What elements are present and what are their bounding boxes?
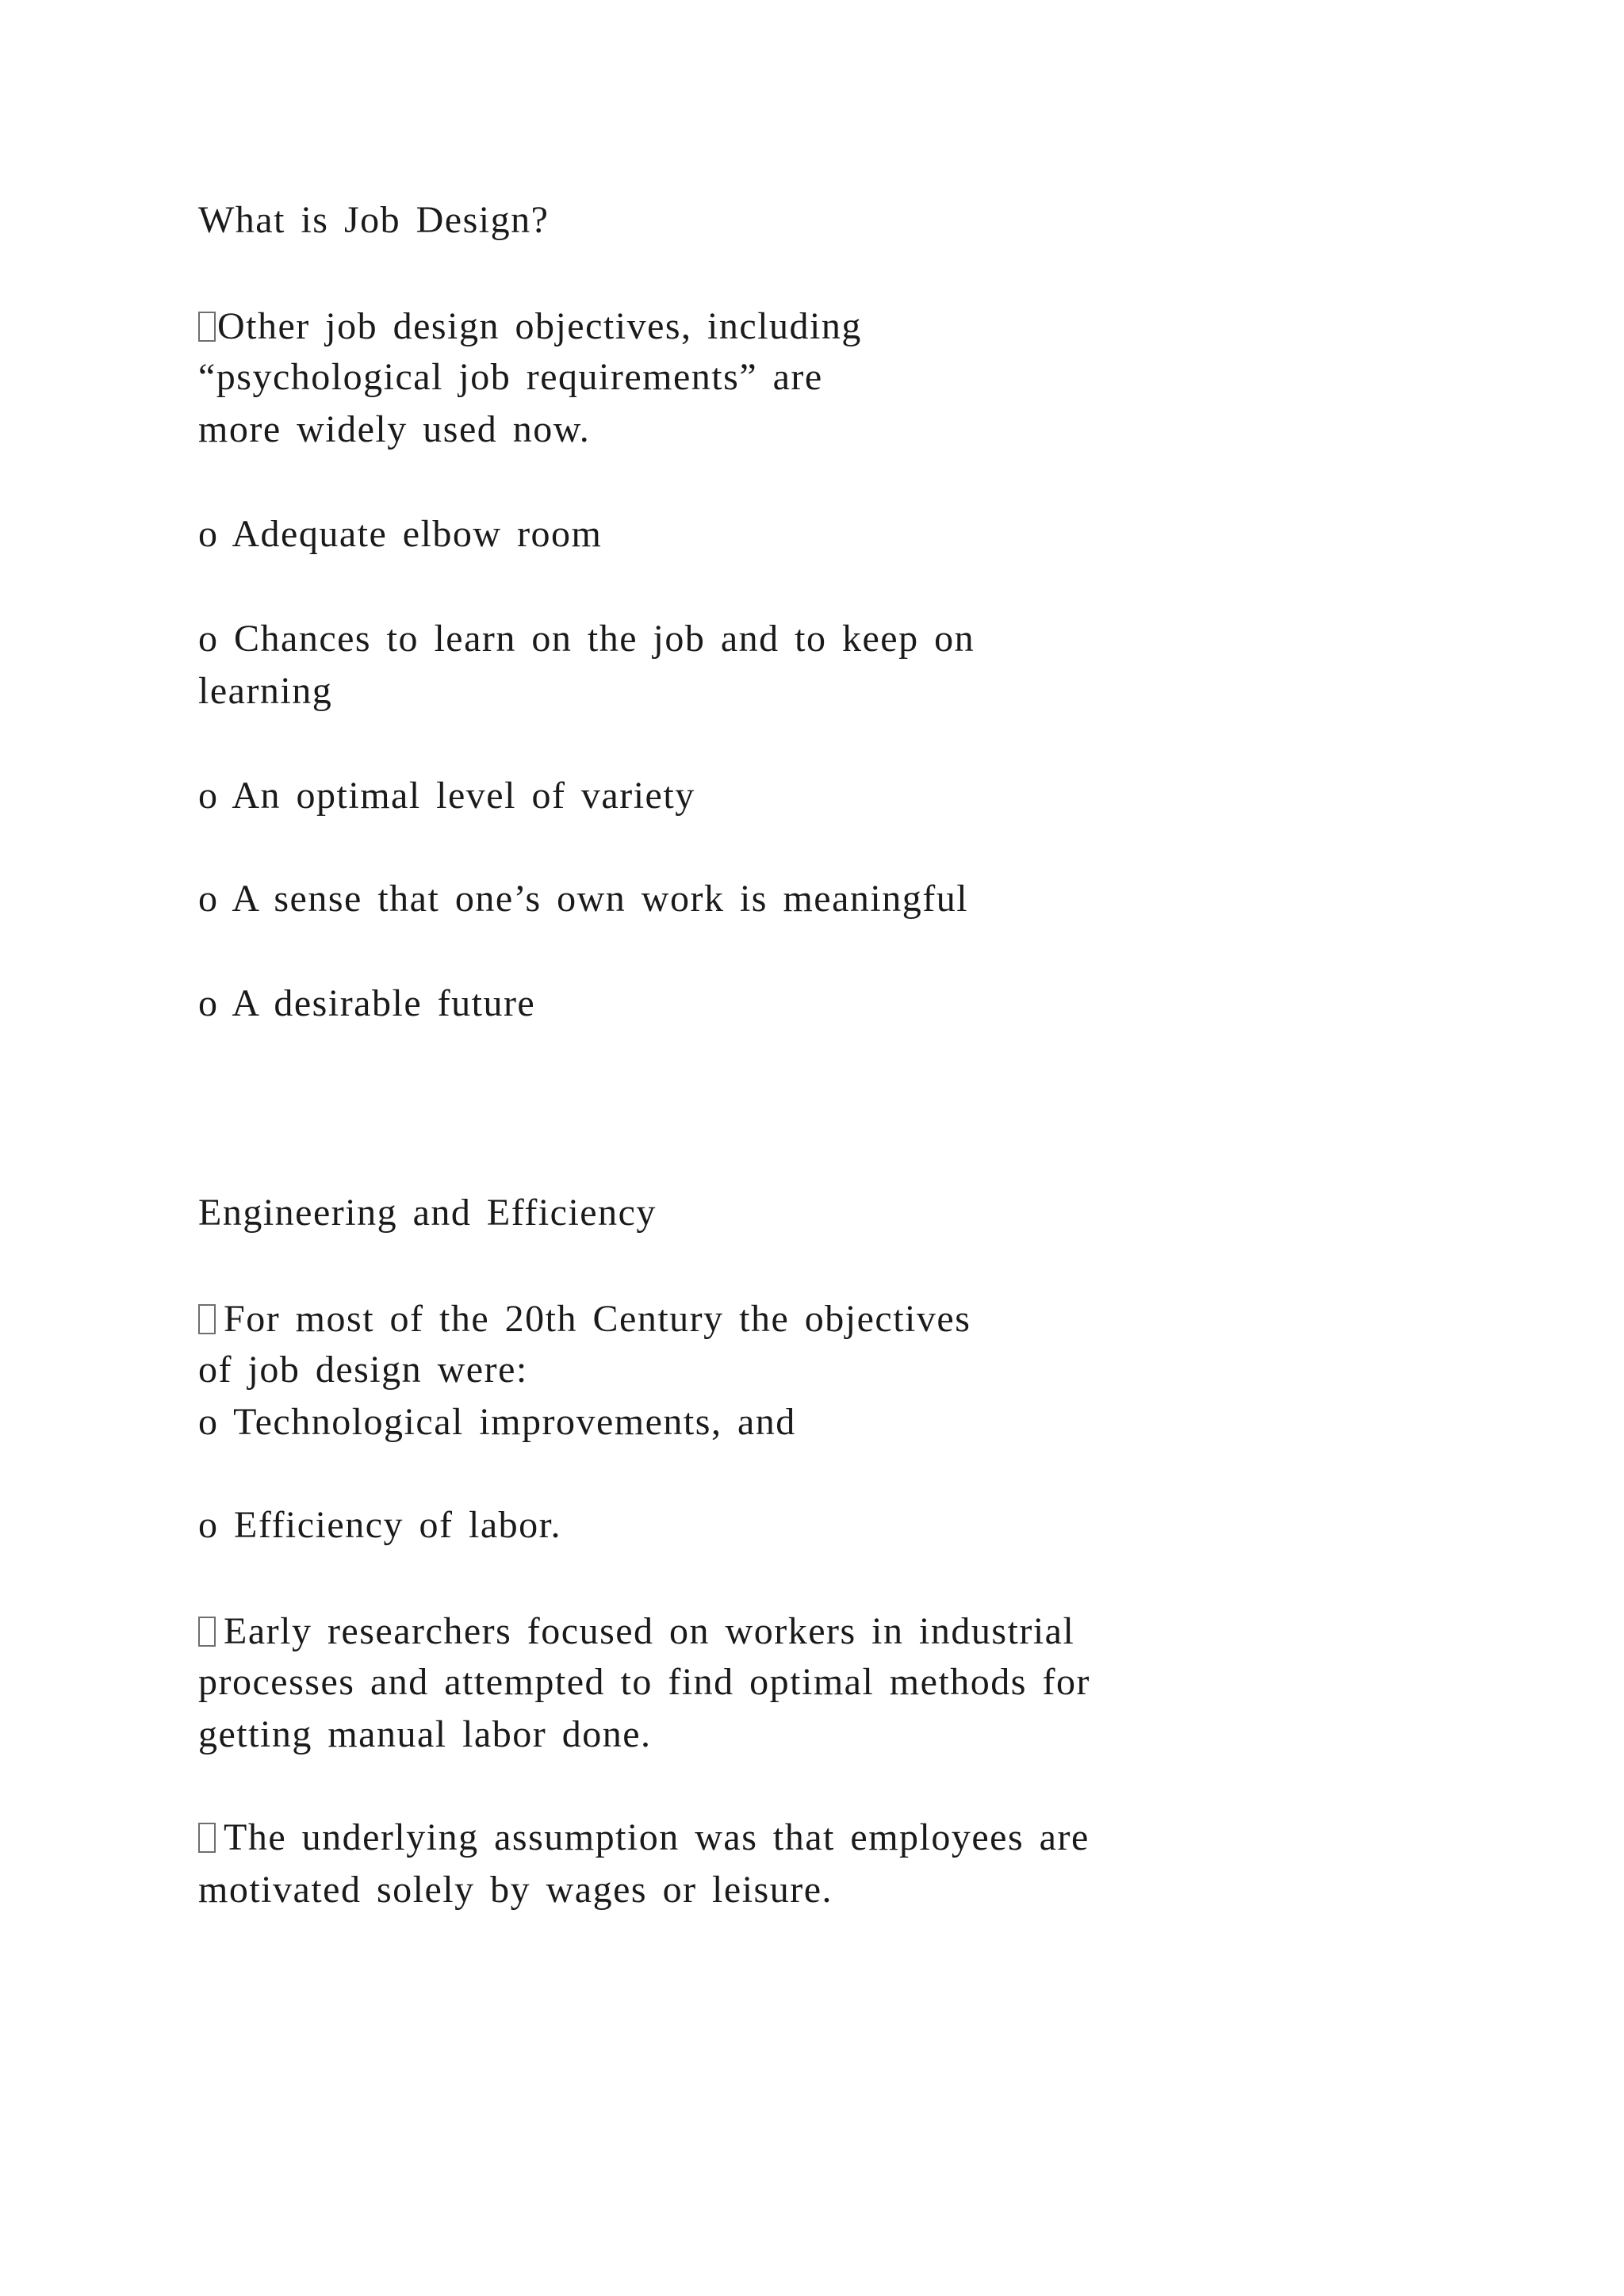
para3-line-2: motivated solely by wages or leisure. <box>198 1869 833 1911</box>
list-item-elbow-room: o Adequate elbow room <box>198 513 603 555</box>
missing-glyph-icon <box>198 1304 216 1334</box>
intro-line-3: more widely used now. <box>198 408 591 450</box>
para2-line-2: processes and attempted to find optimal methods for <box>198 1661 1090 1703</box>
para3-line-1 <box>198 1814 1090 1862</box>
intro-line-2: “psychological job requirements” are <box>198 356 823 398</box>
para1-line-3: o Technological improvements, and <box>198 1401 796 1443</box>
list-item-optimal-variety: o An optimal level of variety <box>198 775 695 817</box>
list-item-desirable-future: o A desirable future <box>198 982 536 1024</box>
para2-line-3: getting manual labor done. <box>198 1713 652 1755</box>
missing-glyph-icon <box>198 312 216 342</box>
missing-glyph-icon <box>198 1617 216 1647</box>
intro-line-1-text: Other job design objectives, including <box>217 305 862 347</box>
missing-glyph-icon <box>198 1823 216 1853</box>
list-item-efficiency-of-labor: o Efficiency of labor. <box>198 1504 561 1546</box>
list-item-meaningful-work: o A sense that one’s own work is meaningful <box>198 878 969 920</box>
intro-line-1 <box>198 303 862 350</box>
para2-line-1 <box>198 1608 1074 1655</box>
section-heading-job-design: What is Job Design? <box>198 199 550 241</box>
para1-line-2: of job design were: <box>198 1349 528 1391</box>
section-heading-engineering-efficiency: Engineering and Efficiency <box>198 1192 657 1234</box>
para3-line-1-text: The underlying assumption was that employees are <box>224 1816 1090 1858</box>
list-item-chances-to-learn-cont: learning <box>198 670 333 712</box>
para2-line-1-text: Early researchers focused on workers in industrial <box>224 1610 1075 1652</box>
para1-line-1-text: For most of the 20th Century the objectives <box>224 1298 971 1340</box>
para1-line-1 <box>198 1295 971 1343</box>
list-item-chances-to-learn: o Chances to learn on the job and to keep on <box>198 618 975 660</box>
